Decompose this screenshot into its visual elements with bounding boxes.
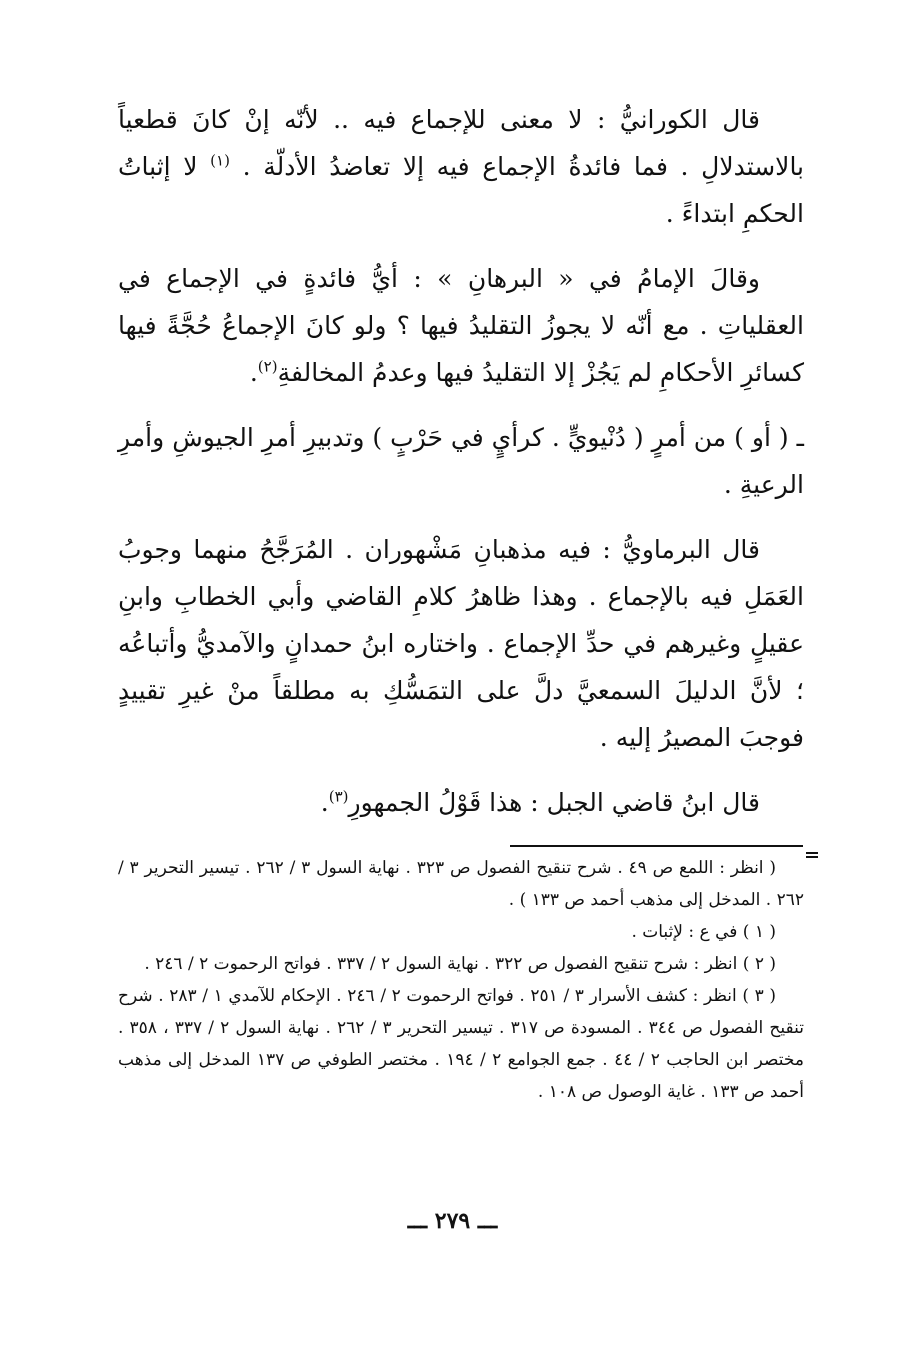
footnote-1: ( ١ ) في ع : لإثبات . xyxy=(631,922,776,942)
paragraph-barmawi xyxy=(118,526,804,761)
footnote-2: ( ٢ ) انظر : شرح تنقيح الفصول ص ٣٢٢ . نهاية السول ٢ / ٣٣٧ . فواتح الرحموت ٢ / ٢٤٦ . xyxy=(144,954,776,974)
footnote-separator xyxy=(510,845,803,847)
paragraph-end: . xyxy=(249,358,258,387)
footnote-3: ( ٣ ) انظر : كشف الأسرار ٣ / ٢٥١ . فواتح الرحموت ٢ / ٢٤٦ . الإحكام للآمدي ١ / ٢٨٣ . شرح تنقيح الفصول ص ٣٤٤ . المسودة ص ٣١٧ . تيسير التحرير ٣ / ٢٦٢ . نهاية السول ٢ / ٣٣٧ ، ٣٥٨ . مختصر ابن الحاجب ٢ / ٤٤ . جمع الجوامع ٢ / ١٩٤ . مختصر الطوفي ص ١٣٧ المدخل إلى مذهب أحمد ص ١٣٣ . غاية الوصول ص ١٠٨ . xyxy=(118,986,804,1102)
paragraph-text: وقالَ الإمامُ في « البرهانِ » : أيُّ فائدةٍ في الإجماع في العقلياتِ . مع أنّه لا يجوزُ التقليدُ فيها ؟ ولو كانَ الإجماعُ حُجَّةً فيها كسائرِ الأحكامِ لم يَجُزْ إلا التقليدُ فيها وعدمُ المخالفةِ xyxy=(118,264,804,387)
page-number: ـــ ٢٧٩ ـــ xyxy=(407,1208,498,1234)
main-text xyxy=(118,96,804,844)
footnote-ref-3[interactable]: (٣) xyxy=(328,787,349,806)
footnote-ref-1[interactable]: (١) xyxy=(210,151,230,170)
paragraph-kurani xyxy=(118,96,804,237)
paragraph-end: . xyxy=(320,788,329,817)
paragraph-worldly-matter xyxy=(118,414,804,508)
paragraph-text: لا إثباتُ الحكمِ ابتداءً . xyxy=(118,152,804,228)
paragraph-text: قال الكورانيُّ : لا معنى للإجماع فيه .. لأنّه إنْ كانَ قطعياً بالاستدلالِ . فما فائدةُ الإجماع فيه إلا تعاضدُ الأدلّة . xyxy=(118,105,805,181)
paragraph-ibn-qadi-al-jabal xyxy=(118,779,804,826)
footnote-reference-list: ( انظر : اللمع ص ٤٩ . شرح تنقيح الفصول ص ٣٢٣ . نهاية السول ٣ / ٢٦٢ . تيسير التحرير ٣ / ٢٦٢ . المدخل إلى مذهب أحمد ص ١٣٣ ) . xyxy=(118,858,804,910)
paragraph-text: قال ابنُ قاضي الجبل : هذا قَوْلُ الجمهورِ xyxy=(348,788,760,817)
paragraph-imam-burhan xyxy=(118,255,804,396)
paragraph-text: قال البرماويُّ : فيه مذهبانِ مَشْهوران . المُرَجَّحُ منهما وجوبُ العَمَلِ فيه بالإجماع . وهذا ظاهرُ كلامِ القاضي وأبي الخطابِ وابنِ عقيلٍ وغيرهم في حدِّ الإجماع . واختاره ابنُ حمدانٍ والآمديُّ وأتباعُه ؛ لأنَّ الدليلَ السمعيَّ دلَّ على التمَسُّكِ به مطلقاً منْ غيرِ تقييدٍ فوجبَ المصيرُ إليه . xyxy=(118,535,804,752)
footnotes xyxy=(118,852,804,1108)
paragraph-text: ـ ( أو ) من أمرٍ ( دُنْيويٍّ . كرأيٍ في حَرْبٍ ) وتدبيرِ أمرِ الجيوشِ وأمرِ الرعيةِ . xyxy=(118,423,804,499)
footnote-ref-2[interactable]: (٢) xyxy=(257,357,278,376)
footnote-mark xyxy=(806,852,818,858)
